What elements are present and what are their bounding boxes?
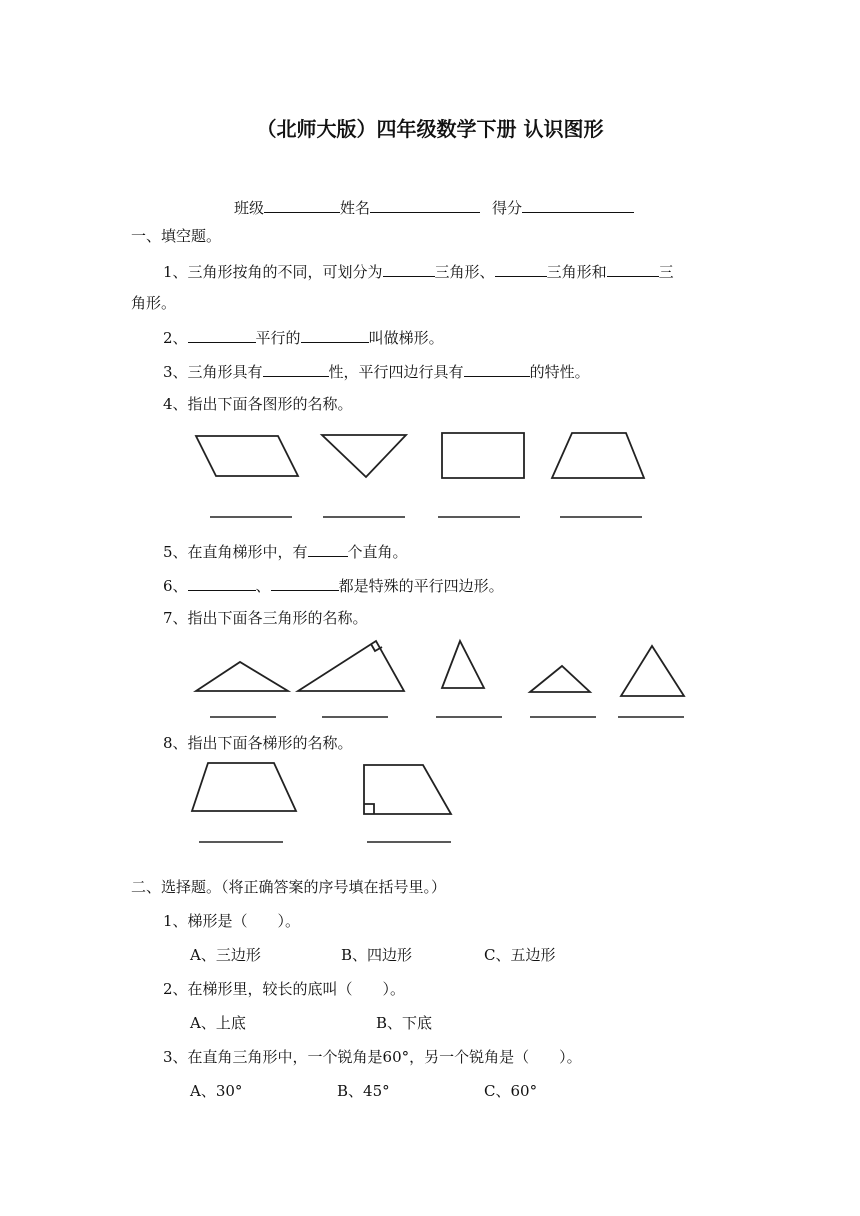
q1-text-b: 三角形、 [434,263,495,281]
inverted-triangle-shape [322,435,406,477]
q1-text-c: 三角形和 [546,263,607,281]
q1-option-b[interactable]: B、四边形 [341,946,413,964]
name-label: 姓名 [340,199,371,217]
q2-text-a: 2、 [163,329,188,347]
class-label: 班级 [234,199,265,217]
acute-triangle-shape [442,641,484,688]
q7-figures [190,635,700,730]
question-7: 7、指出下面各三角形的名称。 [163,609,368,627]
q1-text-d: 三 [658,263,674,281]
q1-continuation: 角形。 [131,294,177,312]
score-blank[interactable] [522,196,634,213]
q3-text-b: 性，平行四边行具有 [328,363,464,381]
q5-text-a: 5、在直角梯形中，有 [163,543,308,561]
q6-blank-2[interactable] [271,574,339,591]
question-4: 4、指出下面各图形的名称。 [163,395,353,413]
equilateral-triangle-shape [621,646,684,696]
parallelogram-shape [196,436,298,476]
section1-heading: 一、填空题。 [131,227,222,245]
q1-option-c[interactable]: C、五边形 [484,946,556,964]
right-trapezoid-shape [364,765,451,814]
page-title: （北师大版）四年级数学下册 认识图形 [256,117,604,141]
choice-question-2: 2、在梯形里，较长的底叫（ ）。 [163,980,406,998]
right-triangle-shape [298,641,404,691]
q3-option-c[interactable]: C、60° [484,1082,538,1100]
q1-blank-1[interactable] [383,260,435,277]
question-3 [163,360,590,382]
q5-text-b: 个直角。 [347,543,408,561]
q1-blank-3[interactable] [607,260,659,277]
q1-blank-2[interactable] [495,260,547,277]
obtuse-triangle-shape [196,662,288,691]
q5-blank[interactable] [308,540,348,557]
small-acute-triangle-shape [530,666,590,692]
question-1 [163,260,674,282]
choice-question-3: 3、在直角三角形中，一个锐角是60°，另一个锐角是（ ）。 [163,1048,582,1066]
q1-option-a[interactable]: A、三边形 [190,946,261,964]
q3-option-b[interactable]: B、45° [337,1082,390,1100]
q3-blank-2[interactable] [464,360,530,377]
q8-figures [185,758,475,853]
right-angle-mark [364,804,374,814]
q6-text-b: 、 [255,577,271,595]
q2-text-b: 平行的 [255,329,301,347]
q2-text-c: 叫做梯形。 [368,329,444,347]
q3-blank-1[interactable] [263,360,329,377]
q6-text-c: 都是特殊的平行四边形。 [338,577,504,595]
q6-blank-1[interactable] [188,574,256,591]
score-label: 得分 [492,199,523,217]
q2-option-a[interactable]: A、上底 [190,1014,246,1032]
q2-option-b[interactable]: B、下底 [376,1014,433,1032]
question-6 [163,574,504,596]
q3-text-a: 3、三角形具有 [163,363,263,381]
name-blank[interactable] [370,196,480,213]
class-blank[interactable] [264,196,340,213]
q6-text-a: 6、 [163,577,188,595]
q1-text-a: 1、三角形按角的不同，可划分为 [163,263,383,281]
rectangle-shape [442,433,524,478]
q4-figures [180,420,660,530]
question-2 [163,326,444,348]
question-8: 8、指出下面各梯形的名称。 [163,734,353,752]
trapezoid-shape [552,433,644,478]
header-row [234,196,634,218]
q3-text-c: 的特性。 [529,363,590,381]
q2-blank-2[interactable] [301,326,369,343]
q3-option-a[interactable]: A、30° [190,1082,243,1100]
question-5 [163,540,408,562]
q2-blank-1[interactable] [188,326,256,343]
choice-question-1: 1、梯形是（ ）。 [163,912,301,930]
isosceles-trapezoid-shape [192,763,296,811]
section2-heading: 二、选择题。（将正确答案的序号填在括号里。） [131,878,447,896]
